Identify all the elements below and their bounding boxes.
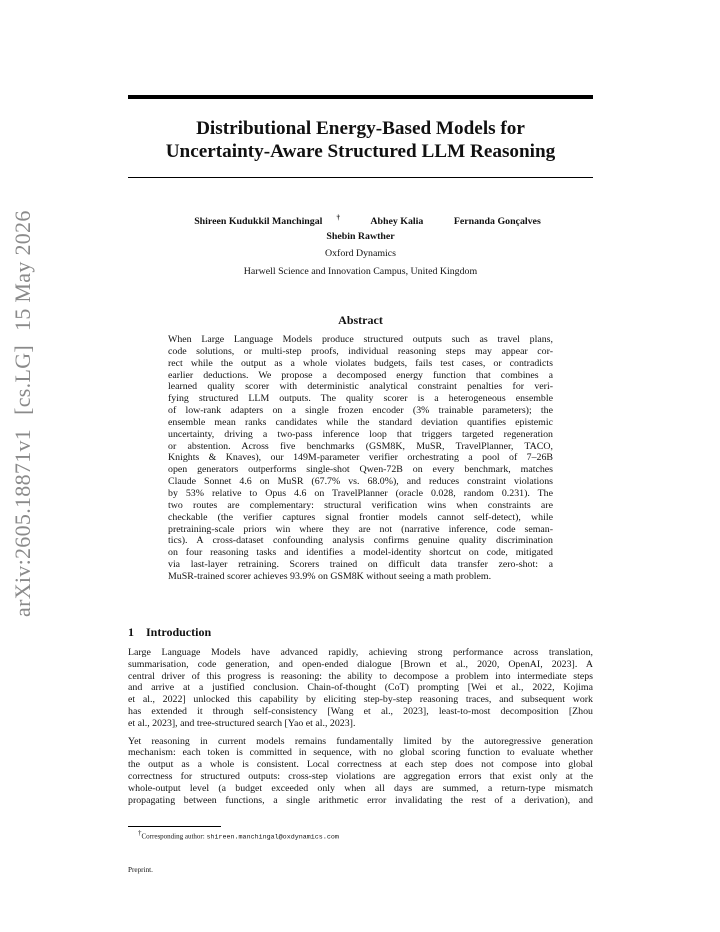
arxiv-identifier [10,210,36,617]
intro-line: et al., 2023], and tree-structured search [Yao et al., 2023]. [128,717,356,729]
intro-line: Large Language Models have advanced rapidly, achieving strong performance across translation, [128,647,593,658]
title-bottom-rule [128,177,593,178]
abstract-line: fying structured LLM outputs. The quality scorer is a heterogeneous ensemble [168,393,553,405]
abstract-line: by 53% relative to Opus 4.6 on TravelPlanner (oracle 0.028, random 0.231). The [168,487,553,499]
abstract-line: code solutions, or multi-step proofs, individual reasoning steps may appear cor- [168,345,553,357]
abstract-line: Claude Sonnet 4.6 on MuSR (67.7% vs. 68.0%), and reduces constraint violations [168,476,553,488]
abstract-line: on four reasoning tasks and identifies a model-identity shortcut on code, mitigated [168,547,553,559]
footnote-mark: † [138,829,142,837]
abstract-line: Knights & Knaves), our 149M-parameter verifier orchestrating a pool of 7–26B [168,452,553,464]
title-line-2: Uncertainty-Aware Structured LLM Reasoning [165,141,556,162]
abstract-line: When Large Language Models produce structured outputs such as travel plans, [168,334,553,345]
abstract-line: checkable (the verifier captures signal frontier models cannot self-detect), while [168,511,553,523]
intro-line: et al., 2022] unlocked this capability by eliciting step-by-step reasoning traces, and subsequent work [128,694,593,706]
footnote-label: Corresponding author: [141,832,207,841]
address: Harwell Science and Innovation Campus, United Kingdom [243,266,478,277]
intro-line: has extended it through self-consistency [Wang et al., 2023], least-to-most decomposition [Zhou [128,705,593,717]
intro-line: the output as a whole is consistent. Local correctness at each step does not compose into global [128,759,593,771]
paper-title [128,117,593,163]
section-title: Introduction [146,625,212,639]
abstract-line: earlier deductions. We propose a decomposed energy function that combines a [168,369,553,381]
intro-line: Yet reasoning in current models remains fundamentally limited by the autoregressive generation [128,735,593,747]
intro-paragraph-2 [128,736,593,807]
footnote-rule [128,826,221,827]
title-top-rule [128,95,593,99]
abstract-line: tics). A cross-dataset confounding analysis confirms genuine quality discrimination [168,535,553,547]
section-number: 1 [128,625,134,639]
intro-line: and arrive at a justified conclusion. Chain-of-thought (CoT) prompting [Wei et al., 2022, Kojima [128,682,593,694]
author-3: Fernanda Gonçalves [453,216,541,228]
abstract-line: ensemble mean ranks candidates while the standard deviation quantifies epistemic [168,416,553,428]
footnote-email[interactable]: shireen.manchingal@oxdynamics.com [206,833,339,842]
abstract-body [168,334,553,583]
abstract-line: MuSR-trained scorer achieves 93.9% on GSM8K without seeing a math problem. [168,570,492,582]
abstract-line: learned quality scorer with deterministic analytical constraint penalties for veri- [168,381,553,393]
intro-body [128,647,593,806]
author-4: Shebin Rawther [326,231,395,242]
intro-line: propagating between functions, a single arithmetic error invalidating the rest of a derivation), and [128,794,593,806]
abstract-line: rect while the output as a whole violates budgets, fails test cases, or contradicts [168,357,553,369]
abstract-line: two routes are complementary: structural verification wins when constraints are [168,499,553,511]
section-heading [128,625,211,640]
abstract-line: of low-rank adapters on a single frozen encoder (3% trainable parameters); the [168,405,553,417]
abstract-line: uncertainty, driving a two-pass inference loop that triggers targeted regeneration [168,428,553,440]
arxiv-category: [cs.LG] [10,344,35,415]
abstract-line: or abstention. Across five benchmarks (GSM8K, MuSR, TravelPlanner, TACO, [168,440,553,452]
abstract-line: via last-layer retraining. Scorers trained on difficult data transfer zero-shot: a [168,559,553,571]
arxiv-id: arXiv:2605.18871v1 [10,428,35,617]
footnote [138,829,339,841]
affiliation: Oxford Dynamics [324,248,397,259]
preprint-label: Preprint. [128,866,153,874]
abstract-line: pretraining-scale priors win where they are not (narrative inference, code seman- [168,523,553,535]
intro-line: central driver of this progress is reasoning: the ability to decompose a problem into intermediate steps [128,670,593,682]
author-1: Shireen Kudukkil Manchingal † [194,214,340,228]
author-2: Abhey Kalia [370,216,424,228]
intro-line: mechanism: each token is committed in sequence, with no global scoring function to evaluate whether [128,747,593,759]
abstract-heading: Abstract [338,313,383,327]
author-row [128,212,593,228]
title-line-1: Distributional Energy-Based Models for [196,118,525,139]
intro-line: summarisation, code generation, and open-ended dialogue [Brown et al., 2020, OpenAI, 2023]. A [128,658,593,670]
intro-paragraph-1 [128,647,593,730]
intro-line: correctness for structured outputs: cross-step violations are aggregation errors that exist only at the [128,770,593,782]
corresponding-mark: † [336,214,340,222]
intro-line: whole-output level (a budget exceeded only when all days are summed, a return-type mismatch [128,782,593,794]
abstract-line: open generators outperforms single-shot Qwen-72B on every benchmark, matches [168,464,553,476]
arxiv-date: 15 May 2026 [10,210,35,331]
